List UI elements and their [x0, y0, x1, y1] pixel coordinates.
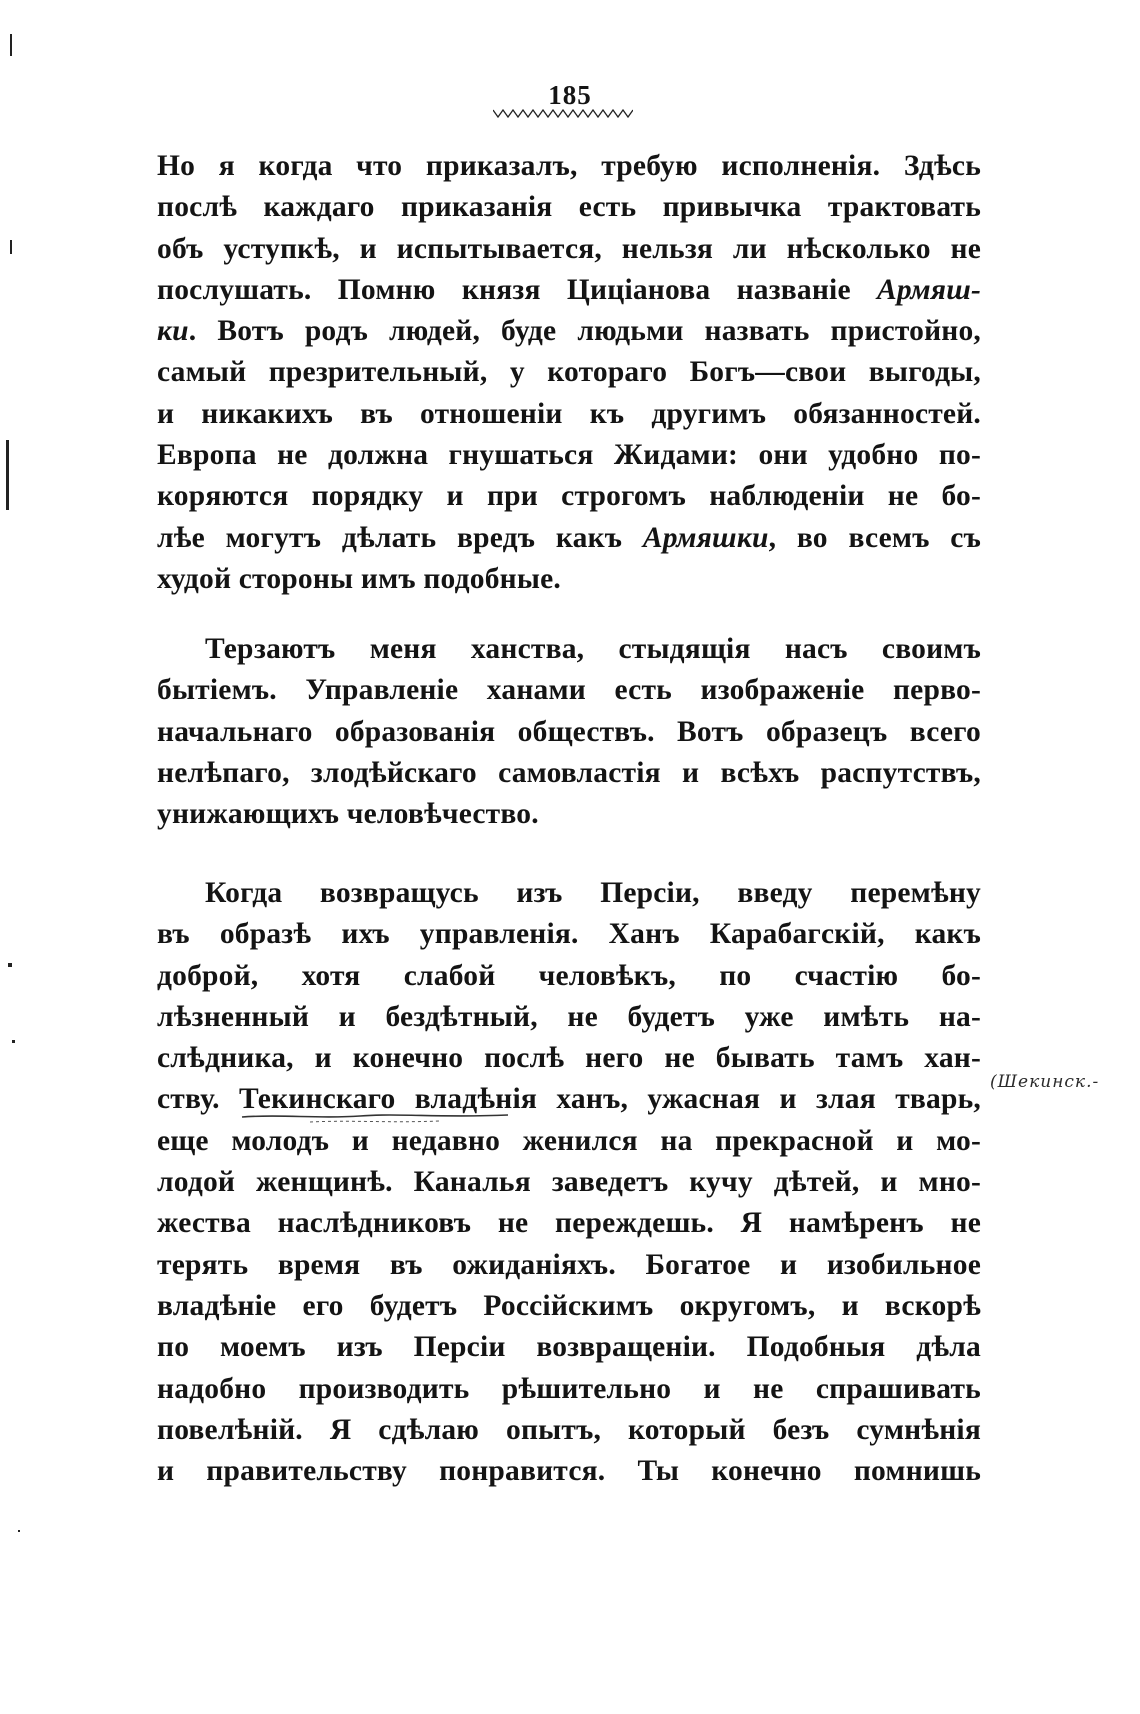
text-line: Терзаютъ меня ханства, стыдящія насъ своимъ: [205, 633, 981, 665]
text-line: ству. Текинскаго владѣнія ханъ, ужасная и злая тварь,: [157, 1083, 981, 1116]
scan-margin-speck: [10, 34, 12, 56]
text-line: надобно производить рѣшительно и не спрашивать: [157, 1372, 981, 1405]
handwritten-margin-note: (Шекинск.-: [990, 1072, 1100, 1092]
text-line: нелѣпаго, злодѣйскаго самовластія и всѣхъ распутствъ,: [157, 756, 981, 789]
text-line: самый презрительный, у котораго Богъ—свои выгоды,: [157, 356, 981, 389]
page-number-ornament: [493, 108, 633, 120]
text-line: послѣ каждаго приказанія есть привычка трактовать: [157, 191, 981, 224]
text-line: унижающихъ человѣчество.: [157, 798, 539, 831]
text-line: начальнаго образованія обществъ. Вотъ образецъ всего: [157, 715, 981, 748]
page-number: 185: [548, 80, 592, 110]
text-line: лѣе могутъ дѣлать вредъ какъ Армяшки, во всемъ съ: [157, 521, 981, 554]
text-line: лѣзненный и бездѣтный, не будетъ уже имѣть на-: [157, 1000, 981, 1033]
text-line: ки. Вотъ родъ людей, буде людьми назвать пристойно,: [157, 315, 981, 348]
text-line: Когда возвращусь изъ Персіи, введу перемѣну: [205, 877, 981, 909]
text-line: и правительству понравится. Ты конечно помнишь: [157, 1455, 981, 1488]
italic-term: Армяш-: [877, 273, 981, 306]
text-line: по моемъ изъ Персіи возвращеніи. Подобныя дѣла: [157, 1331, 981, 1364]
italic-term: ки: [157, 315, 189, 348]
text-line: худой стороны имъ подобные.: [157, 562, 561, 595]
text-line: владѣніе его будетъ Россійскимъ округомъ, и вскорѣ: [157, 1289, 981, 1322]
italic-term: Армяшки: [642, 521, 769, 554]
text-line: и никакихъ въ отношеніи къ другимъ обязанностей.: [157, 397, 981, 430]
text-line: послушать. Помню князя Циціанова названіе Армяш-: [157, 273, 981, 306]
text-line: доброй, хотя слабой человѣкъ, по счастію бо-: [157, 959, 981, 992]
paragraph-1: [157, 146, 981, 600]
scan-margin-speck: [6, 440, 9, 510]
paragraph-2: [157, 629, 981, 835]
text-line: Европа не должна гнушаться Жидами: они удобно по-: [157, 439, 981, 472]
text-line: еще молодъ и недавно женился на прекрасной и мо-: [157, 1124, 981, 1157]
scan-margin-speck: [18, 1530, 20, 1532]
text-line: повелѣній. Я сдѣлаю опытъ, который безъ сумнѣнія: [157, 1413, 981, 1446]
text-line: объ уступкѣ, и испытывается, нельзя ли нѣсколько не: [157, 232, 981, 265]
handwritten-underline: [240, 1112, 510, 1124]
text-line: бытіемъ. Управленіе ханами есть изображеніе перво-: [157, 674, 981, 707]
scan-margin-speck: [10, 240, 12, 254]
scan-margin-speck: [12, 1040, 15, 1043]
scan-margin-speck: [8, 963, 12, 967]
paragraph-3: [157, 873, 981, 1492]
text-line: слѣдника, и конечно послѣ него не бывать тамъ хан-: [157, 1042, 981, 1075]
text-line: терять время въ ожиданіяхъ. Богатое и изобильное: [157, 1248, 981, 1281]
text-line: коряются порядку и при строгомъ наблюденіи не бо-: [157, 480, 981, 513]
text-line: жества наслѣдниковъ не переждешь. Я намѣренъ не: [157, 1207, 981, 1240]
text-line: въ образѣ ихъ управленія. Ханъ Карабагскій, какъ: [157, 918, 981, 951]
text-line: Но я когда что приказалъ, требую исполненія. Здѣсь: [157, 150, 981, 182]
text-line: лодой женщинѣ. Каналья заведетъ кучу дѣтей, и мно-: [157, 1166, 981, 1199]
